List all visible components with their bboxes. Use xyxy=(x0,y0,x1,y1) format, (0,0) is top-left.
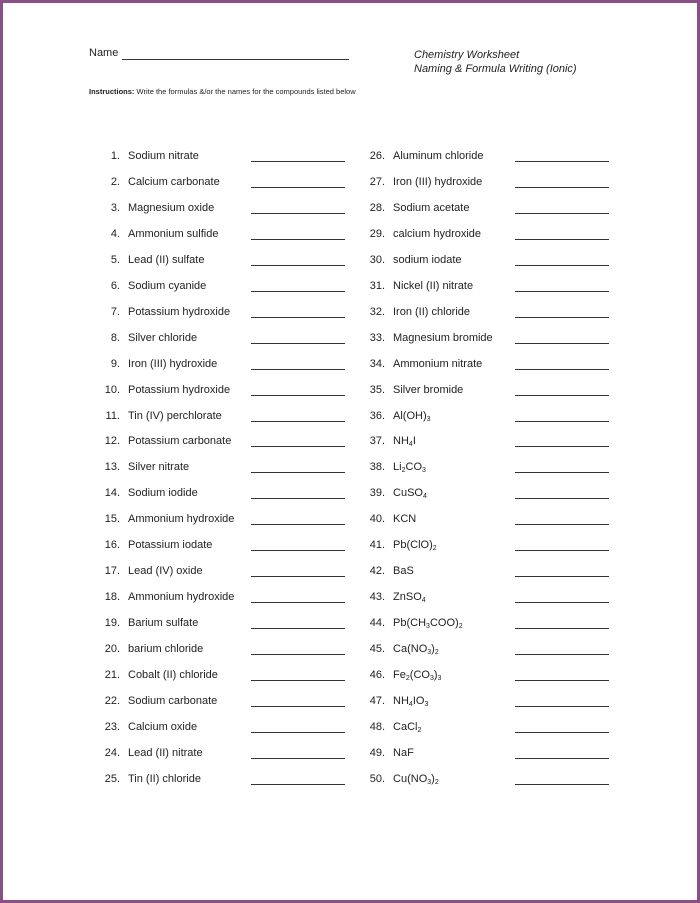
compound: Sodium cyanide xyxy=(128,279,207,292)
question-number: 31. xyxy=(369,279,385,292)
answer-blank[interactable] xyxy=(515,421,609,422)
answer-blank[interactable] xyxy=(515,784,609,785)
question-number: 2. xyxy=(110,175,120,188)
question-number: 21. xyxy=(104,669,120,681)
question-number: 46. xyxy=(369,669,385,681)
compound: Sodium acetate xyxy=(393,201,470,214)
answer-blank[interactable] xyxy=(251,498,345,499)
compound: Ammonium nitrate xyxy=(393,357,483,370)
compound: $Pb(ClO)_2$ xyxy=(393,539,437,553)
question-number: 40. xyxy=(369,513,385,526)
answer-blank[interactable] xyxy=(251,291,345,292)
compound: Lead (IV) oxide xyxy=(128,565,203,578)
answer-blank[interactable] xyxy=(515,706,609,707)
compound: Ammonium hydroxide xyxy=(128,513,235,526)
compound: Iron (II) chloride xyxy=(393,305,471,318)
instructions xyxy=(89,87,356,96)
question-number: 3. xyxy=(110,201,120,214)
compound: Potassium carbonate xyxy=(128,435,232,448)
question-number: 45. xyxy=(369,643,385,656)
question-number: 36. xyxy=(369,409,385,422)
answer-blank[interactable] xyxy=(515,758,609,759)
compound: Calcium carbonate xyxy=(128,175,220,188)
answer-blank[interactable] xyxy=(515,265,609,266)
answer-blank[interactable] xyxy=(515,239,609,240)
worksheet-title xyxy=(414,48,577,76)
answer-blank[interactable] xyxy=(251,187,345,188)
question-number: 47. xyxy=(369,694,385,707)
answer-blank[interactable] xyxy=(515,317,609,318)
name-label: Name xyxy=(89,47,119,59)
question-number: 5. xyxy=(110,253,120,266)
question-number: 33. xyxy=(369,331,385,344)
question-number: 9. xyxy=(110,357,120,370)
answer-blank[interactable] xyxy=(251,239,345,240)
compound: $Pb(CH_3COO)_2$ xyxy=(393,617,463,631)
compound: Nickel (II) nitrate xyxy=(393,279,474,292)
answer-blank[interactable] xyxy=(515,187,609,188)
question-number: 41. xyxy=(369,539,385,552)
answer-blank[interactable] xyxy=(515,680,609,681)
answer-blank[interactable] xyxy=(515,498,609,499)
compound: Potassium hydroxide xyxy=(128,383,231,396)
compound: Ammonium sulfide xyxy=(128,227,219,240)
compound: Aluminum chloride xyxy=(393,150,484,162)
compound: ZnSO$_4$ xyxy=(393,591,426,605)
question-number: 37. xyxy=(369,435,385,448)
answer-blank[interactable] xyxy=(251,213,345,214)
answer-blank[interactable] xyxy=(251,732,345,733)
question-number: 8. xyxy=(110,331,120,344)
question-number: 24. xyxy=(104,746,120,759)
answer-blank[interactable] xyxy=(515,654,609,655)
answer-blank[interactable] xyxy=(251,602,345,603)
answer-blank[interactable] xyxy=(251,446,345,447)
compound: $Fe_2(CO_3)_3$ xyxy=(393,669,442,682)
question-number: 15. xyxy=(104,513,120,526)
answer-blank[interactable] xyxy=(251,395,345,396)
question-number: 16. xyxy=(104,539,120,552)
compound: Silver chloride xyxy=(128,331,198,344)
answer-blank[interactable] xyxy=(251,265,345,266)
answer-blank[interactable] xyxy=(251,628,345,629)
question-number: 11. xyxy=(105,409,120,422)
compound: KCN xyxy=(393,513,417,526)
compound: Sodium iodide xyxy=(128,487,198,500)
compound: $Li_2CO_3$ xyxy=(393,461,426,475)
question-number: 22. xyxy=(104,694,120,707)
answer-blank[interactable] xyxy=(251,343,345,344)
question-number: 35. xyxy=(369,383,385,396)
question-number: 38. xyxy=(369,461,385,474)
answer-blank[interactable] xyxy=(251,680,345,681)
compound: $NH_4IO_3$ xyxy=(393,694,429,708)
compound: Iron (III) hydroxide xyxy=(128,357,218,370)
question-number: 18. xyxy=(104,591,120,604)
question-number: 13. xyxy=(104,461,120,474)
question-number: 27. xyxy=(369,175,385,188)
answer-blank[interactable] xyxy=(251,421,345,422)
compound: Silver bromide xyxy=(393,383,464,396)
answer-blank[interactable] xyxy=(515,472,609,473)
question-number: 44. xyxy=(369,617,385,630)
question-number: 17. xyxy=(104,565,120,578)
answer-blank[interactable] xyxy=(515,550,609,551)
answer-blank[interactable] xyxy=(515,732,609,733)
compound: Tin (IV) perchlorate xyxy=(128,409,222,422)
answer-blank[interactable] xyxy=(251,550,345,551)
question-number: 23. xyxy=(104,720,120,733)
compound: Cobalt (II) chloride xyxy=(128,669,218,681)
compound: $Cu(NO_3)_2$ xyxy=(393,772,439,786)
compound: Sodium carbonate xyxy=(128,694,218,707)
instructions-text: Write the formulas &/or the names for the compounds listed below xyxy=(136,87,356,96)
question-number: 29. xyxy=(369,227,385,240)
question-number: 39. xyxy=(369,487,385,500)
answer-blank[interactable] xyxy=(251,524,345,525)
question-number: 42. xyxy=(369,565,385,578)
title-line-1: Chemistry Worksheet xyxy=(414,49,520,61)
compound: Lead (II) nitrate xyxy=(128,746,203,759)
question-number: 30. xyxy=(369,253,385,266)
question-number: 19. xyxy=(104,617,120,630)
answer-blank[interactable] xyxy=(515,602,609,603)
question-number: 50. xyxy=(369,772,385,785)
compound: Silver nitrate xyxy=(128,461,190,474)
question-number: 20. xyxy=(104,643,120,656)
question-number: 34. xyxy=(369,357,385,370)
compound: Barium sulfate xyxy=(128,617,199,630)
question-number: 26. xyxy=(369,150,385,162)
question-number: 1. xyxy=(110,150,120,162)
answer-blank[interactable] xyxy=(251,472,345,473)
question-number: 49. xyxy=(369,746,385,759)
answer-blank[interactable] xyxy=(515,628,609,629)
compound: Potassium hydroxide xyxy=(128,305,231,318)
compound: Iron (III) hydroxide xyxy=(393,175,483,188)
compound: Magnesium oxide xyxy=(128,201,215,214)
compound: Lead (II) sulfate xyxy=(128,253,205,266)
answer-blank[interactable] xyxy=(515,161,609,162)
question-number: 12. xyxy=(104,435,120,448)
question-number: 43. xyxy=(369,591,385,604)
answer-blank[interactable] xyxy=(251,369,345,370)
instructions-label: Instructions: xyxy=(89,87,135,96)
answer-blank[interactable] xyxy=(515,343,609,344)
question-number: 32. xyxy=(369,305,385,318)
answer-blank[interactable] xyxy=(515,576,609,577)
compound: Tin (II) chloride xyxy=(128,772,201,785)
question-number: 28. xyxy=(369,201,385,214)
compound: calcium hydroxide xyxy=(393,227,482,240)
answer-blank[interactable] xyxy=(515,524,609,525)
answer-blank[interactable] xyxy=(251,706,345,707)
answer-blank[interactable] xyxy=(515,446,609,447)
answer-blank[interactable] xyxy=(251,758,345,759)
compound: Sodium nitrate xyxy=(128,150,199,162)
question-number: 14. xyxy=(104,487,120,500)
compound: sodium iodate xyxy=(393,253,462,266)
answer-blank[interactable] xyxy=(251,317,345,318)
question-number: 10. xyxy=(104,383,120,396)
question-number: 7. xyxy=(110,305,120,318)
compound: $Al(OH)_3$ xyxy=(393,409,431,423)
question-number: 6. xyxy=(110,279,120,292)
title-line-2: Naming & Formula Writing (Ionic) xyxy=(414,63,577,75)
compound: barium chloride xyxy=(128,643,204,656)
compound: Magnesium bromide xyxy=(393,331,493,344)
compound: BaS xyxy=(393,565,414,578)
answer-blank[interactable] xyxy=(251,576,345,577)
answer-blank[interactable] xyxy=(515,291,609,292)
answer-blank[interactable] xyxy=(515,369,609,370)
question-number: 25. xyxy=(104,772,120,785)
answer-blank[interactable] xyxy=(251,654,345,655)
compound: Potassium iodate xyxy=(128,539,213,552)
name-blank-line[interactable] xyxy=(122,59,349,60)
answer-blank[interactable] xyxy=(515,213,609,214)
answer-blank[interactable] xyxy=(251,784,345,785)
compound: Ammonium hydroxide xyxy=(128,591,235,604)
compound: CuSO$_4$ xyxy=(393,487,427,501)
compound: NaF xyxy=(393,746,414,759)
question-number: 48. xyxy=(369,720,385,733)
compound: $NH_4I$ xyxy=(393,435,416,449)
answer-blank[interactable] xyxy=(515,395,609,396)
compound: Calcium oxide xyxy=(128,720,198,733)
compound: $Ca(NO_3)_2$ xyxy=(393,643,439,657)
answer-blank[interactable] xyxy=(251,161,345,162)
question-number: 4. xyxy=(110,227,120,240)
compound: CaCl$_2$ xyxy=(393,720,422,734)
